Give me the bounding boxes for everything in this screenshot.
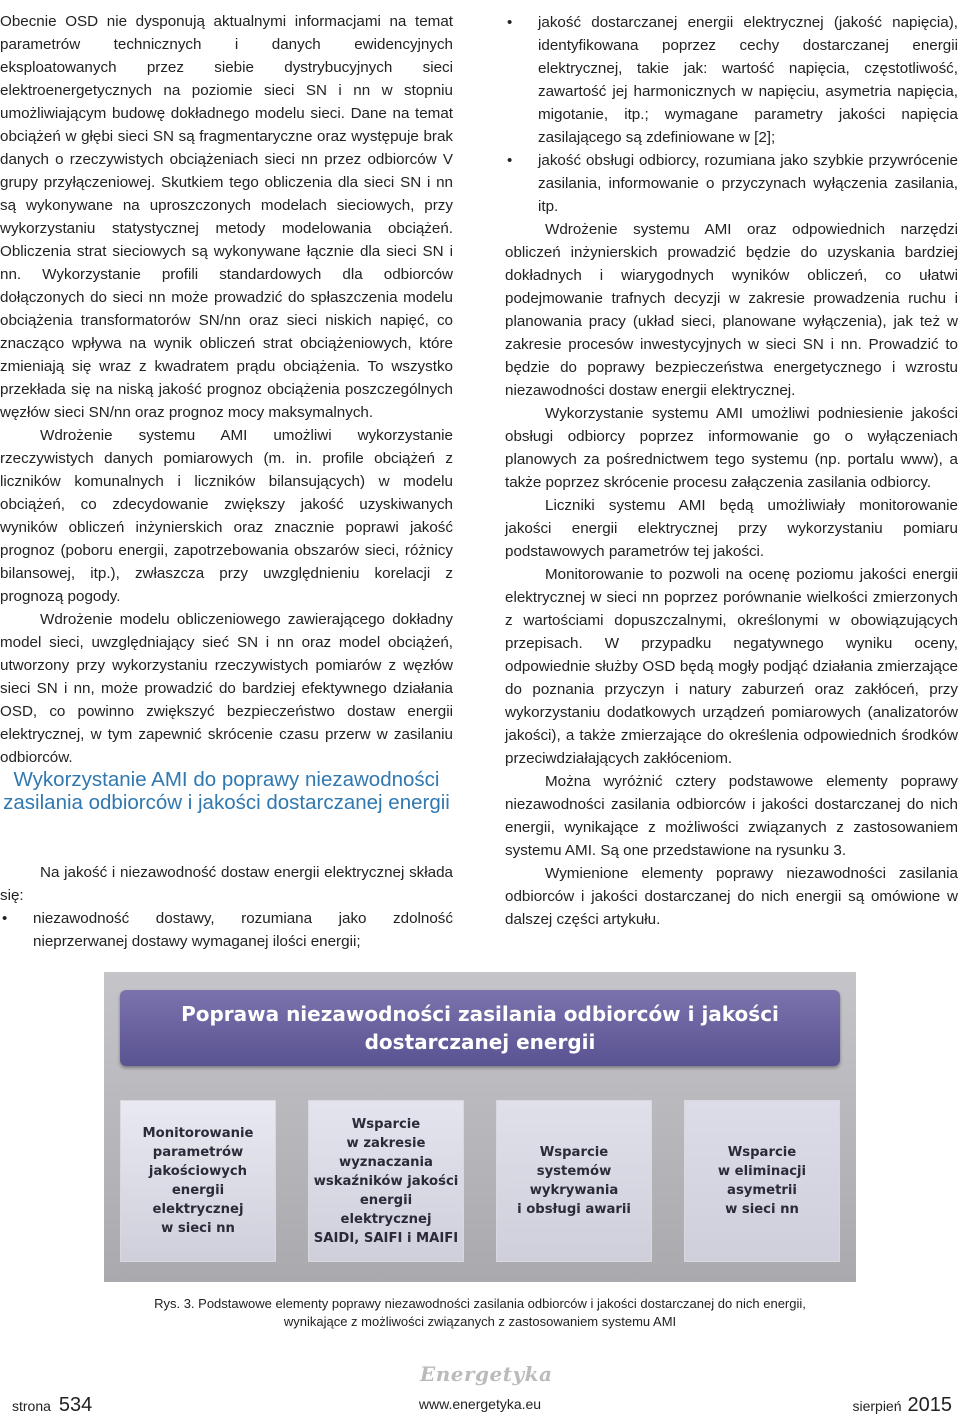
- figure-box-line: Monitorowanie: [142, 1126, 254, 1141]
- figure-box-line: wskaźników jakości: [313, 1173, 459, 1189]
- page-number: 534: [58, 1394, 93, 1416]
- page-footer: [0, 1388, 960, 1415]
- issue-year: 2015: [907, 1394, 952, 1416]
- caption-line: Rys. 3. Podstawowe elementy poprawy niezawodności zasilania odbiorców i jakości dostarczanej do nich energii,: [154, 1296, 806, 1311]
- energetyka-logo: Energetyka: [420, 1362, 553, 1386]
- figure-caption: [0, 1295, 960, 1331]
- paragraph: Monitorowanie to pozwoli na ocenę poziomu jakości energii elektrycznej w sieci nn poprzez porównanie wielkości zmierzonych z wartościami dopuszczalnymi, określonymi w obowiązujących przepisach. W przypadku negatywnego wyniku oceny, odpowiednie służby OSD będą mogły podjąć działania zmierzające do poznania przyczyn i natury zaburzeń oraz zakłóceń, przy wykorzystaniu dodatkowych urządzeń pomiarowych (analizatorów jakości), a także zmierzające do określenia odpowiednich środków przeciwdziałających zakłóceniom.: [505, 566, 958, 767]
- figure-box-line: Wsparcie: [727, 1145, 797, 1160]
- figure-box-line: w sieci nn: [725, 1202, 799, 1217]
- figure-boxes: [120, 1100, 840, 1262]
- figure-box-4: [684, 1100, 840, 1262]
- figure-box-line: energii elektrycznej: [340, 1192, 432, 1227]
- figure-box-text: [517, 1143, 631, 1219]
- figure-box-line: jakościowych: [148, 1164, 248, 1179]
- figure-box-text: [313, 1115, 459, 1248]
- figure-box-line: wyznaczania: [339, 1154, 433, 1170]
- paragraph: Wykorzystanie systemu AMI umożliwi podniesienie jakości obsługi odbiorcy poprzez informowanie go o wyłączeniach planowych za pośrednictwem tego systemu (np. portalu www), a także poprzez skrócenie procesu załączenia zasilania odbiorcy.: [505, 405, 958, 491]
- figure-box-line: energii elektrycznej: [152, 1183, 244, 1217]
- figure-box-line: w zakresie: [346, 1135, 426, 1151]
- paragraph: Wymienione elementy poprawy niezawodności zasilania odbiorców i jakości dostarczanej do nich energii są omówione w dalszej części artykułu.: [505, 865, 958, 928]
- figure-box-2: [308, 1100, 464, 1262]
- paragraph: Wdrożenie systemu AMI umożliwi wykorzystanie rzeczywistych danych pomiarowych (m. in. profile obciążeń z liczników komunalnych i liczników bilansujących) w modelu obciążeń, co zdecydowanie zwiększy jakość uzyskiwanych wyników obliczeń inżynierskich oraz znacznie poprawi jakość prognoz (poboru energii, zapotrzebowania obszarów sieci, różnicy bilansowej, itp.), zwłaszcza przy uwzględnieniu korelacji z prognozą pogody.: [0, 427, 453, 605]
- paragraph: Wdrożenie systemu AMI oraz odpowiednich narzędzi obliczeń inżynierskich prowadzić będzie do uzyskania bardziej dokładnych i wiarygodnych wyników obliczeń, co ułatwi podejmowanie trafnych decyzji w zakresie prowadzenia ruchu i planowania pracy (układ sieci, planowane wyłączenia), jak też w zakresie procesów inwestycyjnych w sieci SN i nn. Prowadzić to będzie do poprawy bezpieczeństwa energetycznego i wzrostu niezawodności dostaw energii elektrycznej.: [505, 221, 958, 399]
- figure-diagram: [104, 972, 856, 1282]
- figure-box-line: SAIDI, SAIFI i MAIFI: [313, 1230, 459, 1246]
- figure-box-line: w eliminacji: [717, 1164, 807, 1179]
- paragraph: Obecnie OSD nie dysponują aktualnymi informacjami na temat parametrów technicznych i danych ewidencyjnych eksploatowanych przez siebie dystrybucyjnych sieci elektroenergetycznych na poziomie sieci SN i nn w stopniu umożliwiającym budowę dokładnego modelu sieci. Dane na temat obciążeń w głębi sieci SN są fragmentaryczne oraz występuje brak danych o rzeczywistych obciążeniach sieci nn przez odbiorców V grupy przyłączeniowej. Skutkiem tego obliczenia dla sieci SN i nn są wykonywane na uproszczonych modelach sieciowych, przy wykorzystaniu statystycznej metody modelowania obciążeń. Obliczenia strat sieciowych są wykonywane łącznie dla sieci SN i nn. Wykorzystanie profili standardowych dla odbiorców dołączonych do sieci nn może prowadzić do spłaszczenia modelu obciążenia transformatorów SN/nn oraz sieci niskich napięć, co znacząco wpływa na wynik obliczeń strat obciążeniowych, które zmieniają się wraz z kwadratem prądu obciążenia. To wszystko przekłada się na niską jakość prognoz obciążenia poszczególnych węzłów sieci SN/nn oraz prognoz mocy maksymalnych.: [0, 13, 453, 421]
- page-label: strona: [12, 1398, 51, 1414]
- figure-box-3: [496, 1100, 652, 1262]
- figure-box-line: i obsługi awarii: [517, 1202, 631, 1217]
- left-column: [0, 10, 453, 769]
- paragraph: Na jakość i niezawodność dostaw energii elektrycznej składa się:: [0, 864, 453, 904]
- paragraph: Można wyróżnić cztery podstawowe elementy poprawy niezawodności zasilania odbiorców i jakości dostarczanej do nich energii, wynikające z możliwości związanych z zastosowaniem systemu AMI. Są one przedstawione na rysunku 3.: [505, 773, 958, 859]
- figure-box-text: [125, 1124, 271, 1238]
- issue-month: sierpień: [852, 1398, 902, 1414]
- bullet-item: • niezawodność dostawy, rozumiana jako zdolność nieprzerwanej dostawy wymaganej ilości energii;: [0, 907, 453, 953]
- section-intro-block: [0, 861, 453, 953]
- figure-box-line: asymetrii: [727, 1183, 797, 1198]
- issue-date: [852, 1394, 952, 1417]
- figure-box-line: Wsparcie: [351, 1116, 421, 1132]
- website-link[interactable]: www.energetyka.eu: [418, 1396, 542, 1412]
- bullet-item: • jakość obsługi odbiorcy, rozumiana jako szybkie przywrócenie zasilania, informowanie o przyczynach wyłączenia zasilania, itp.: [505, 149, 958, 218]
- figure-box-line: Wsparcie: [539, 1145, 609, 1160]
- paragraph: Wdrożenie modelu obliczeniowego zawierającego dokładny model sieci, uwzględniający sieć SN i nn oraz model obciążeń, utworzony przy wykorzystaniu rzeczywistych pomiarów z węzłów sieci SN i nn, może prowadzić do bardziej efektywnego działania OSD, co powinno zwiększyć bezpieczeństwo dostaw energii elektrycznej, w tym zapewnić skrócenie czasu przerw w zasilaniu odbiorców.: [0, 611, 453, 766]
- figure-box-line: systemów: [536, 1164, 612, 1179]
- caption-line: wynikające z możliwości związanych z zastosowaniem systemu AMI: [283, 1314, 677, 1329]
- figure-title: Poprawa niezawodności zasilania odbiorców i jakości dostarczanej energii: [120, 990, 840, 1066]
- figure-box-1: [120, 1100, 276, 1262]
- paragraph: Liczniki systemu AMI będą umożliwiały monitorowanie jakości energii elektrycznej przy wykorzystaniu pomiaru podstawowych parametrów tej jakości.: [505, 497, 958, 560]
- right-column: [505, 11, 958, 931]
- figure-box-line: parametrów: [152, 1145, 244, 1160]
- figure-box-line: w sieci nn: [161, 1221, 235, 1236]
- figure-box-line: wykrywania: [529, 1183, 619, 1198]
- figure-box-text: [718, 1143, 806, 1219]
- section-heading: Wykorzystanie AMI do poprawy niezawodności zasilania odbiorców i jakości dostarczanej energii: [3, 768, 450, 814]
- bullet-item: • jakość dostarczanej energii elektrycznej (jakość napięcia), identyfikowana poprzez cechy dostarczanej energii elektrycznej, takie jak: wartość napięcia, częstotliwość, zawartość jej harmonicznych w napięciu, asymetria napięcia, migotanie, itp.; wymagane parametry jakości napięcia zasilającego są zdefiniowane w [2];: [505, 11, 958, 149]
